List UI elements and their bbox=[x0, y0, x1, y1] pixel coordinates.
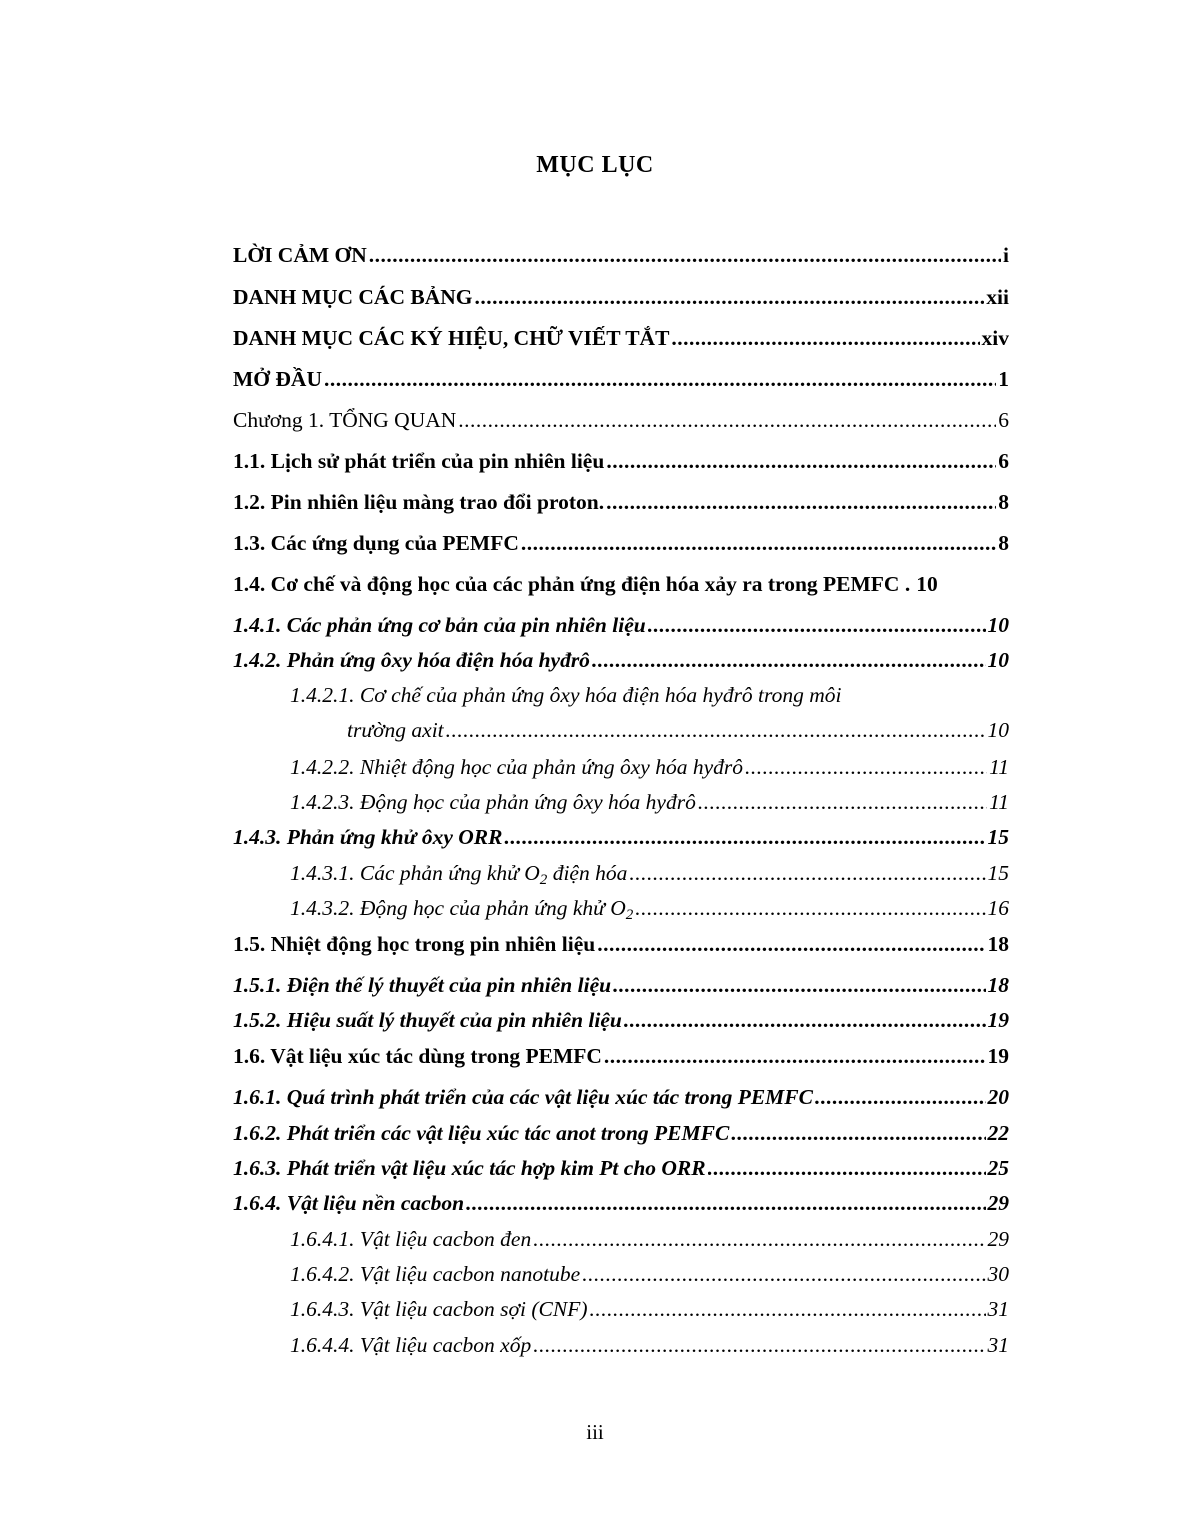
toc-entry-label: 1.4.2.3. Động học của phản ứng ôxy hóa hyđrô bbox=[290, 790, 696, 814]
dot-leader bbox=[698, 789, 987, 815]
dot-leader bbox=[582, 1261, 985, 1287]
toc-entry-page: 1 bbox=[998, 367, 1009, 391]
toc-entry-label: 1.6.4.3. Vật liệu cacbon sợi (CNF) bbox=[290, 1297, 588, 1321]
toc-entry-page: 10 bbox=[987, 613, 1009, 637]
toc-entry-page: xiv bbox=[981, 326, 1009, 350]
toc-entry[interactable] bbox=[233, 530, 1009, 556]
dot-leader bbox=[324, 366, 996, 392]
toc-entry[interactable] bbox=[290, 1261, 1009, 1287]
toc-entry[interactable] bbox=[233, 571, 1009, 597]
dot-leader bbox=[606, 448, 996, 474]
toc-entry[interactable] bbox=[233, 1120, 1009, 1146]
subscript: 2 bbox=[625, 906, 634, 921]
toc-entry-page: 29 bbox=[987, 1227, 1009, 1251]
toc-entry[interactable] bbox=[233, 325, 1009, 351]
toc-entry-page: 30 bbox=[987, 1262, 1009, 1286]
toc-entry-page: 19 bbox=[987, 1044, 1009, 1068]
toc-entry-label: 1.4.3.2. Động học của phản ứng khử $O_2$ bbox=[290, 896, 634, 921]
toc-entry-page: 18 bbox=[987, 932, 1009, 956]
toc-entry[interactable] bbox=[233, 1190, 1009, 1216]
toc-entry[interactable] bbox=[233, 242, 1009, 268]
toc-entry-page: 20 bbox=[987, 1085, 1009, 1109]
toc-entry-label: DANH MỤC CÁC BẢNG bbox=[233, 285, 473, 309]
toc-entry-label: 1.3. Các ứng dụng của PEMFC bbox=[233, 531, 519, 555]
toc-entry-label[interactable]: 1.4.2.1. Cơ chế của phản ứng ôxy hóa điện hóa hyđrô trong môi bbox=[290, 683, 842, 707]
toc-entry[interactable] bbox=[233, 824, 1009, 850]
toc-entry[interactable] bbox=[347, 717, 1009, 743]
toc-entry[interactable] bbox=[233, 1155, 1009, 1181]
toc-entry-label: 1.4.2. Phản ứng ôxy hóa điện hóa hyđrô bbox=[233, 648, 590, 672]
toc-entry-page: 10 bbox=[987, 648, 1009, 672]
toc-entry-label: Chương 1. TỔNG QUAN bbox=[233, 408, 457, 432]
dot-leader bbox=[731, 1120, 985, 1146]
toc-entry-label: LỜI CẢM ƠN bbox=[233, 243, 367, 267]
dot-leader bbox=[648, 612, 986, 638]
toc-entry-page: 31 bbox=[987, 1297, 1009, 1321]
dot-leader bbox=[671, 325, 979, 351]
toc-entry[interactable] bbox=[233, 1043, 1009, 1069]
toc-entry-page: 15 bbox=[987, 861, 1009, 885]
toc-entry[interactable] bbox=[290, 789, 1009, 815]
toc-entry[interactable] bbox=[233, 284, 1009, 310]
dot-leader bbox=[815, 1084, 986, 1110]
toc-entry[interactable] bbox=[233, 931, 1009, 957]
toc-entry[interactable] bbox=[290, 754, 1009, 780]
toc-entry[interactable] bbox=[290, 895, 1009, 921]
toc-entry-page: 22 bbox=[987, 1121, 1009, 1145]
toc-entry[interactable] bbox=[233, 1084, 1009, 1110]
dot-leader bbox=[592, 647, 986, 673]
dot-leader bbox=[474, 284, 984, 310]
dot-leader bbox=[533, 1226, 985, 1252]
toc-entry-page: 15 bbox=[987, 825, 1009, 849]
toc-entry[interactable] bbox=[290, 860, 1009, 886]
toc-entry-label: 1.5. Nhiệt động học trong pin nhiên liệu bbox=[233, 932, 596, 956]
toc-entry[interactable] bbox=[290, 1226, 1009, 1252]
dot-leader bbox=[369, 242, 1001, 268]
toc-entry-label: MỞ ĐẦU bbox=[233, 367, 322, 391]
toc-entry-label: 1.4.3.1. Các phản ứng khử $O_2$ điện hóa bbox=[290, 861, 628, 886]
toc-entry-label: 1.6.4.1. Vật liệu cacbon đen bbox=[290, 1227, 532, 1251]
toc-entry[interactable] bbox=[233, 647, 1009, 673]
dot-leader bbox=[604, 1043, 986, 1069]
toc-entry-label: 1.6.4.4. Vật liệu cacbon xốp bbox=[290, 1333, 532, 1357]
toc-entry-page: 11 bbox=[989, 755, 1009, 779]
toc-entry[interactable] bbox=[233, 366, 1009, 392]
toc-entry-page: 18 bbox=[987, 973, 1009, 997]
toc-entry-label: 1.6.4.2. Vật liệu cacbon nanotube bbox=[290, 1262, 581, 1286]
toc-entry-label: 1.2. Pin nhiên liệu màng trao đổi proton. bbox=[233, 490, 605, 514]
toc-entry-page: 29 bbox=[987, 1191, 1009, 1215]
toc-entry-page: 16 bbox=[987, 896, 1009, 920]
dot-leader bbox=[635, 895, 985, 921]
toc-entry[interactable] bbox=[233, 407, 1009, 433]
toc-entry[interactable] bbox=[233, 612, 1009, 638]
subscript: 2 bbox=[539, 871, 548, 886]
toc-entry[interactable] bbox=[233, 448, 1009, 474]
dot-leader bbox=[446, 717, 986, 743]
dot-leader bbox=[458, 407, 996, 433]
dot-leader bbox=[590, 1296, 986, 1322]
toc-entry-label: 1.1. Lịch sử phát triển của pin nhiên liệu bbox=[233, 449, 605, 473]
dot-leader bbox=[521, 530, 996, 556]
dot-leader bbox=[504, 824, 985, 850]
toc-entry-label: 1.4.1. Các phản ứng cơ bản của pin nhiên liệu bbox=[233, 613, 646, 637]
toc-entry-page: 8 bbox=[998, 490, 1009, 514]
dot-leader bbox=[613, 972, 985, 998]
toc-entry-page: 31 bbox=[987, 1333, 1009, 1357]
page-title: MỤC LỤC bbox=[536, 152, 654, 178]
toc-entry[interactable] bbox=[233, 972, 1009, 998]
dot-leader bbox=[533, 1332, 985, 1358]
toc-entry-page: 10 bbox=[916, 572, 938, 596]
dot-leader bbox=[708, 1155, 986, 1181]
toc-entry-page: 8 bbox=[998, 531, 1009, 555]
dot-leader bbox=[745, 754, 987, 780]
toc-entry-page: 19 bbox=[987, 1008, 1009, 1032]
toc-entry[interactable] bbox=[290, 1332, 1009, 1358]
toc-entry-label: 1.6.1. Quá trình phát triển của các vật liệu xúc tác trong PEMFC bbox=[233, 1085, 813, 1109]
toc-entry-page: 10 bbox=[987, 718, 1009, 742]
toc-entry-label: 1.5.2. Hiệu suất lý thuyết của pin nhiên liệu bbox=[233, 1008, 622, 1032]
toc-entry-label: 1.5.1. Điện thế lý thuyết của pin nhiên liệu bbox=[233, 973, 612, 997]
toc-entry-label: 1.6. Vật liệu xúc tác dùng trong PEMFC bbox=[233, 1044, 602, 1068]
dot-leader bbox=[606, 489, 996, 515]
dot-leader bbox=[466, 1190, 985, 1216]
dot-leader bbox=[597, 931, 985, 957]
dot-leader bbox=[624, 1007, 986, 1033]
toc-entry-label-continued: trường axit bbox=[347, 718, 444, 742]
toc-entry-label: 1.4. Cơ chế và động học của các phản ứng điện hóa xảy ra trong PEMFC . bbox=[233, 572, 911, 596]
toc-entry[interactable] bbox=[233, 489, 1009, 515]
toc-entry-label: DANH MỤC CÁC KÝ HIỆU, CHỮ VIẾT TẮT bbox=[233, 326, 670, 350]
toc-entry-label: 1.4.3. Phản ứng khử ôxy ORR bbox=[233, 825, 503, 849]
toc-entry-label: 1.6.4. Vật liệu nền cacbon bbox=[233, 1191, 465, 1215]
toc-entry[interactable] bbox=[290, 1296, 1009, 1322]
toc-entry-page: i bbox=[1003, 243, 1009, 267]
toc-entry-page: xii bbox=[986, 285, 1009, 309]
toc-entry-label: 1.4.2.2. Nhiệt động học của phản ứng ôxy hóa hyđrô bbox=[290, 755, 744, 779]
page-number: iii bbox=[586, 1420, 604, 1444]
dot-leader bbox=[629, 860, 985, 886]
toc-entry-page: 11 bbox=[989, 790, 1009, 814]
toc-entry[interactable] bbox=[233, 1007, 1009, 1033]
toc-entry-label: 1.6.2. Phát triển các vật liệu xúc tác anot trong PEMFC bbox=[233, 1121, 730, 1145]
toc-entry-page: 6 bbox=[998, 449, 1009, 473]
toc-entry-label: 1.6.3. Phát triển vật liệu xúc tác hợp kim Pt cho ORR bbox=[233, 1156, 706, 1180]
toc-entry-page: 25 bbox=[987, 1156, 1009, 1180]
toc-entry-page: 6 bbox=[998, 408, 1009, 432]
